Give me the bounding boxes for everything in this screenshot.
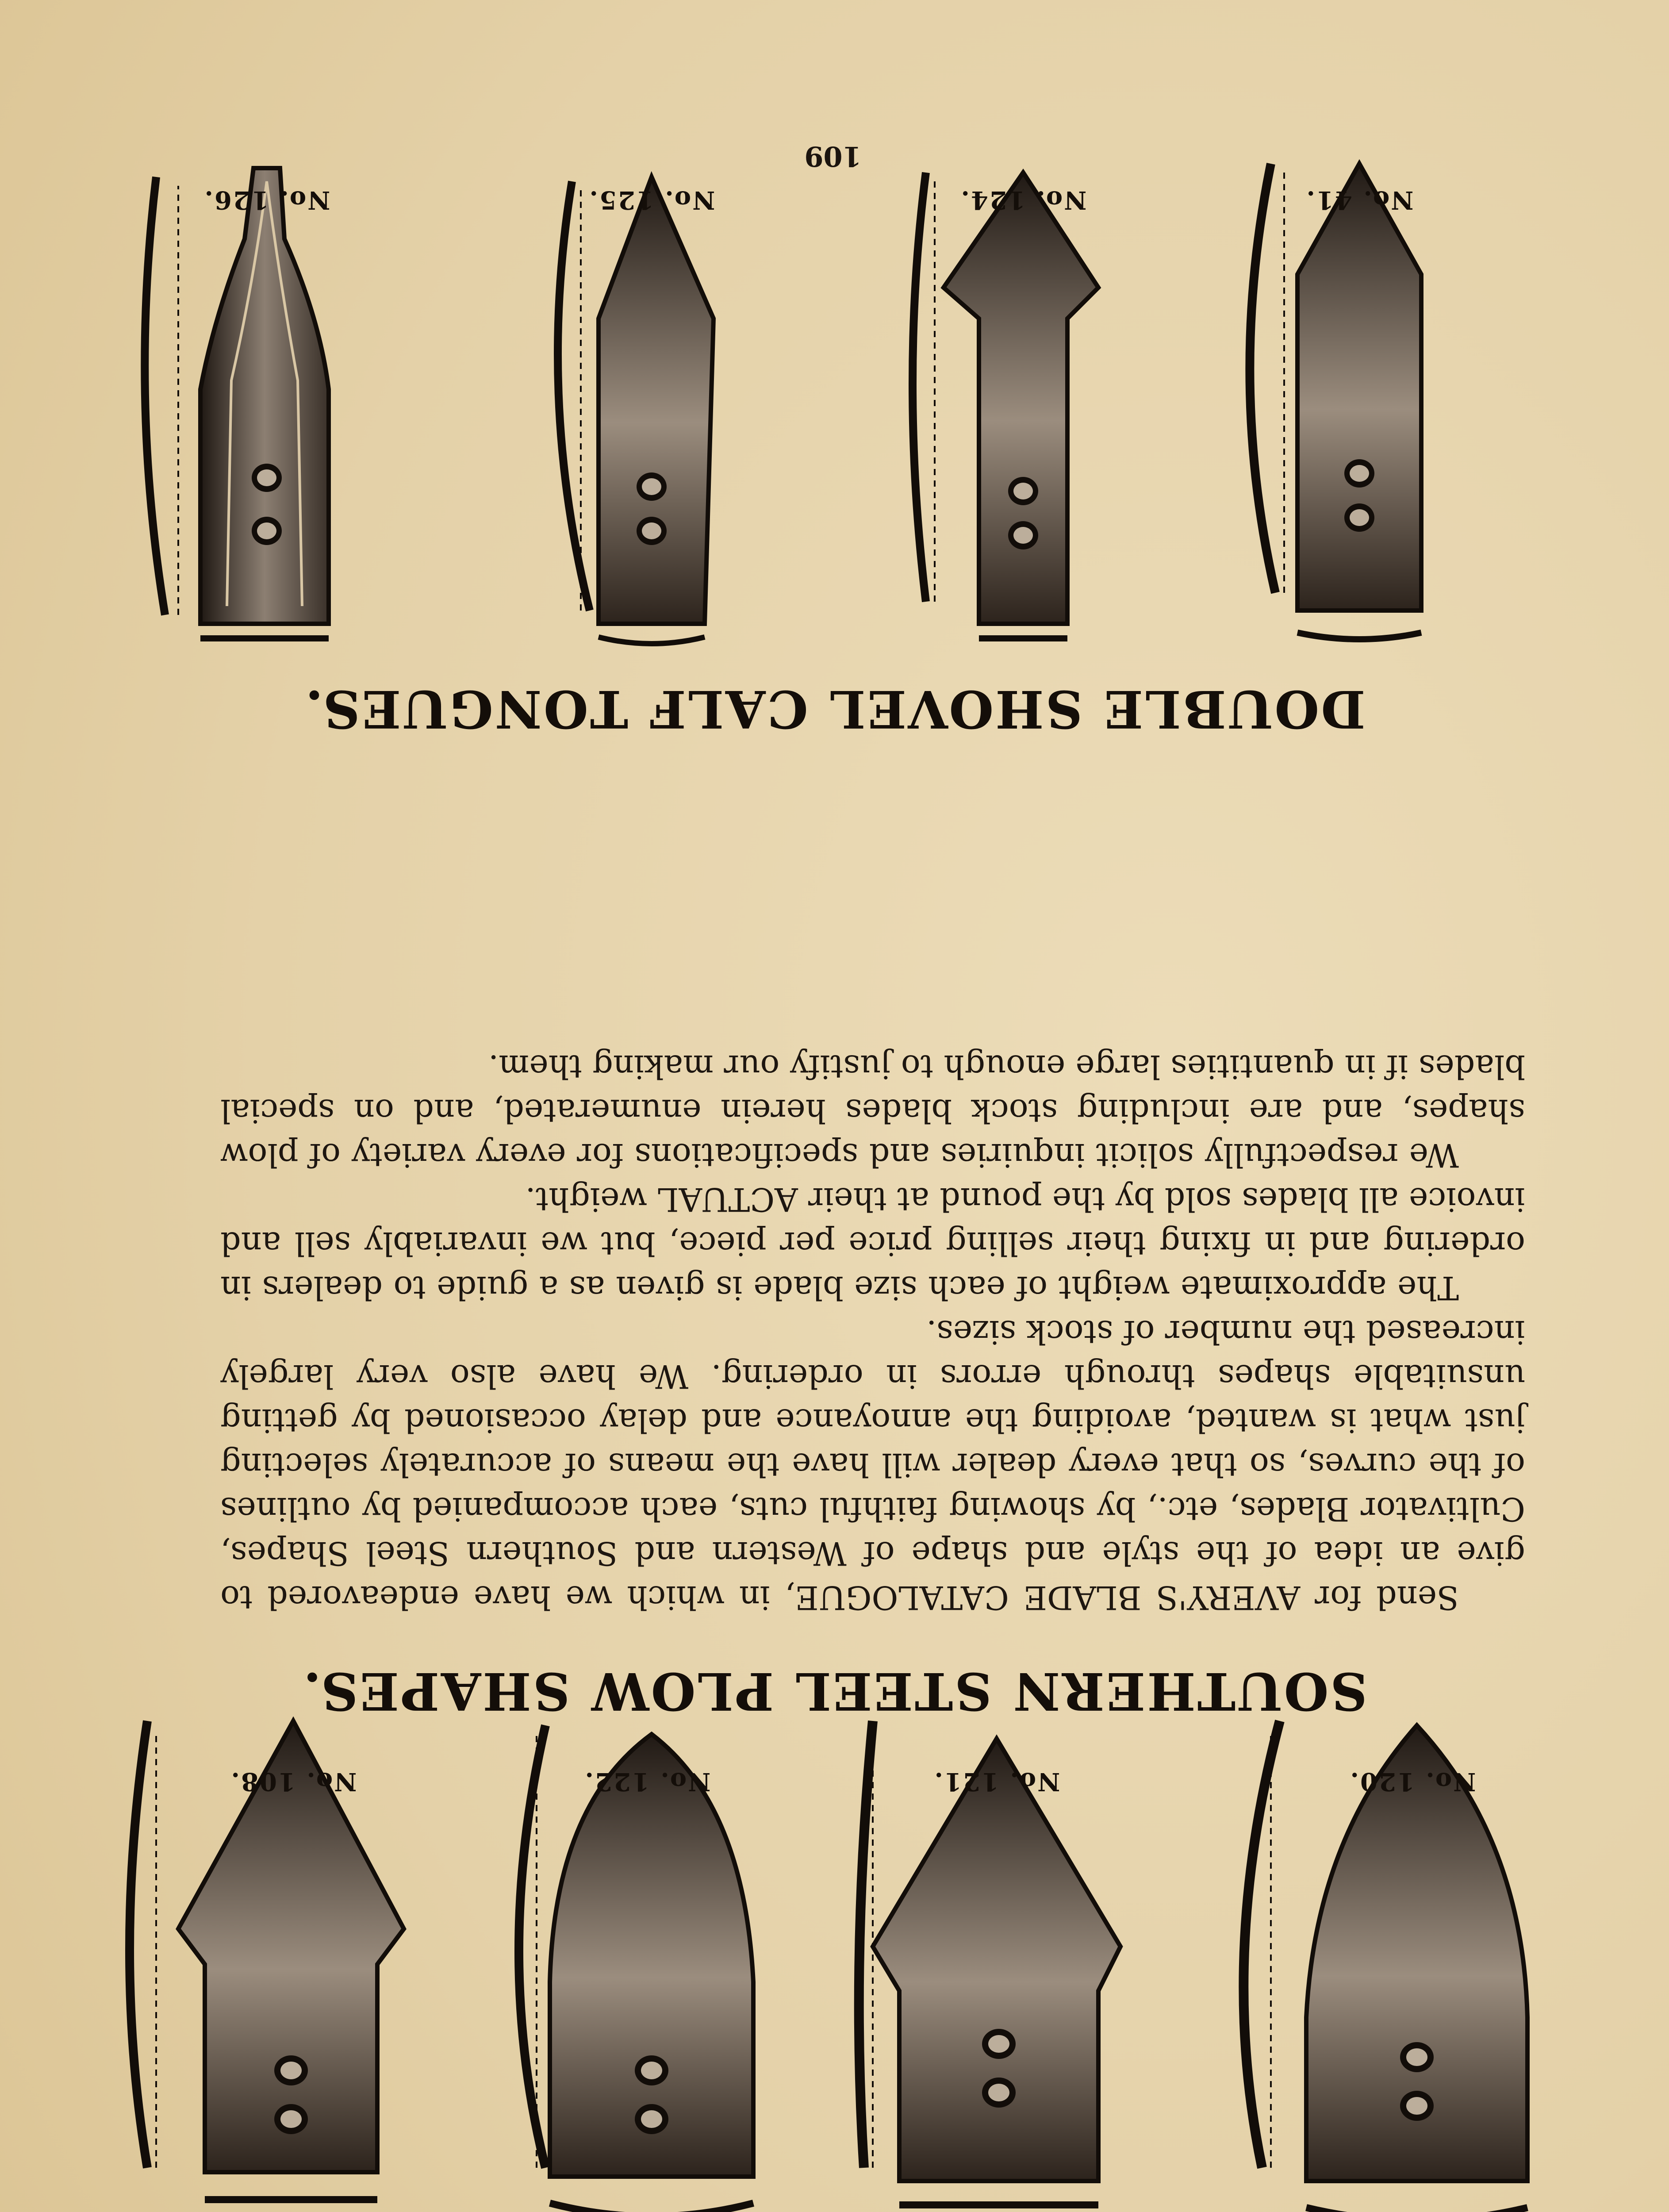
tongue-no-126	[145, 168, 329, 641]
paragraph-3: We respectfully solicit inquiries and specifications for every variety of plow shapes, and are including stock blades herein enumerated, and on special blades if in quantities large enough to justify our making them.	[220, 1048, 1525, 1174]
caption-no-122: No. 122.	[583, 1767, 711, 1796]
caption-no-41: No. 41.	[1305, 185, 1414, 215]
paragraph-1: Send for AVERY'S BLADE CATALOGUE, in which we have endeavored to give an idea of the style and shape of Western and Southern Steel Shapes, Cultivator Blades, etc., by showing faithful cuts, each accompanied by outlines of the curves, so that every dealer will have the means of accurately selecting just what is wanted, avoiding the annoyance and delay occasioned by getting unsuitable shapes through errors in ordering. We have also very largely increased the number of stock sizes.	[220, 1313, 1525, 1616]
caption-no-121: No. 121.	[933, 1767, 1060, 1796]
caption-no-124: No. 124.	[959, 185, 1087, 215]
tongues-section-title: DOUBLE SHOVEL CALF TONGUES.	[303, 679, 1366, 739]
page-number: 109	[804, 140, 862, 173]
caption-no-126: No. 126.	[203, 185, 330, 215]
tongue-no-125	[558, 177, 714, 644]
tongue-no-41	[1250, 164, 1421, 639]
tongue-no-124	[913, 173, 1098, 641]
caption-no-125: No. 125.	[588, 185, 715, 215]
southern-section-title: SOUTHERN STEEL PLOW SHAPES.	[301, 1661, 1368, 1721]
caption-no-108: No. 108.	[230, 1767, 357, 1796]
paragraph-2: The approximate weight of each size blade is given as a guide to dealers in ordering and in fixing their selling price per piece, but we invariably sell and invoice all blades sold by the pound at their ACTUAL weight.	[220, 1180, 1525, 1306]
caption-no-120: No. 120.	[1349, 1767, 1476, 1796]
tongues-illustrations	[0, 150, 1669, 664]
southern-text	[220, 1044, 1525, 1619]
blade-no-122	[519, 1725, 753, 2212]
